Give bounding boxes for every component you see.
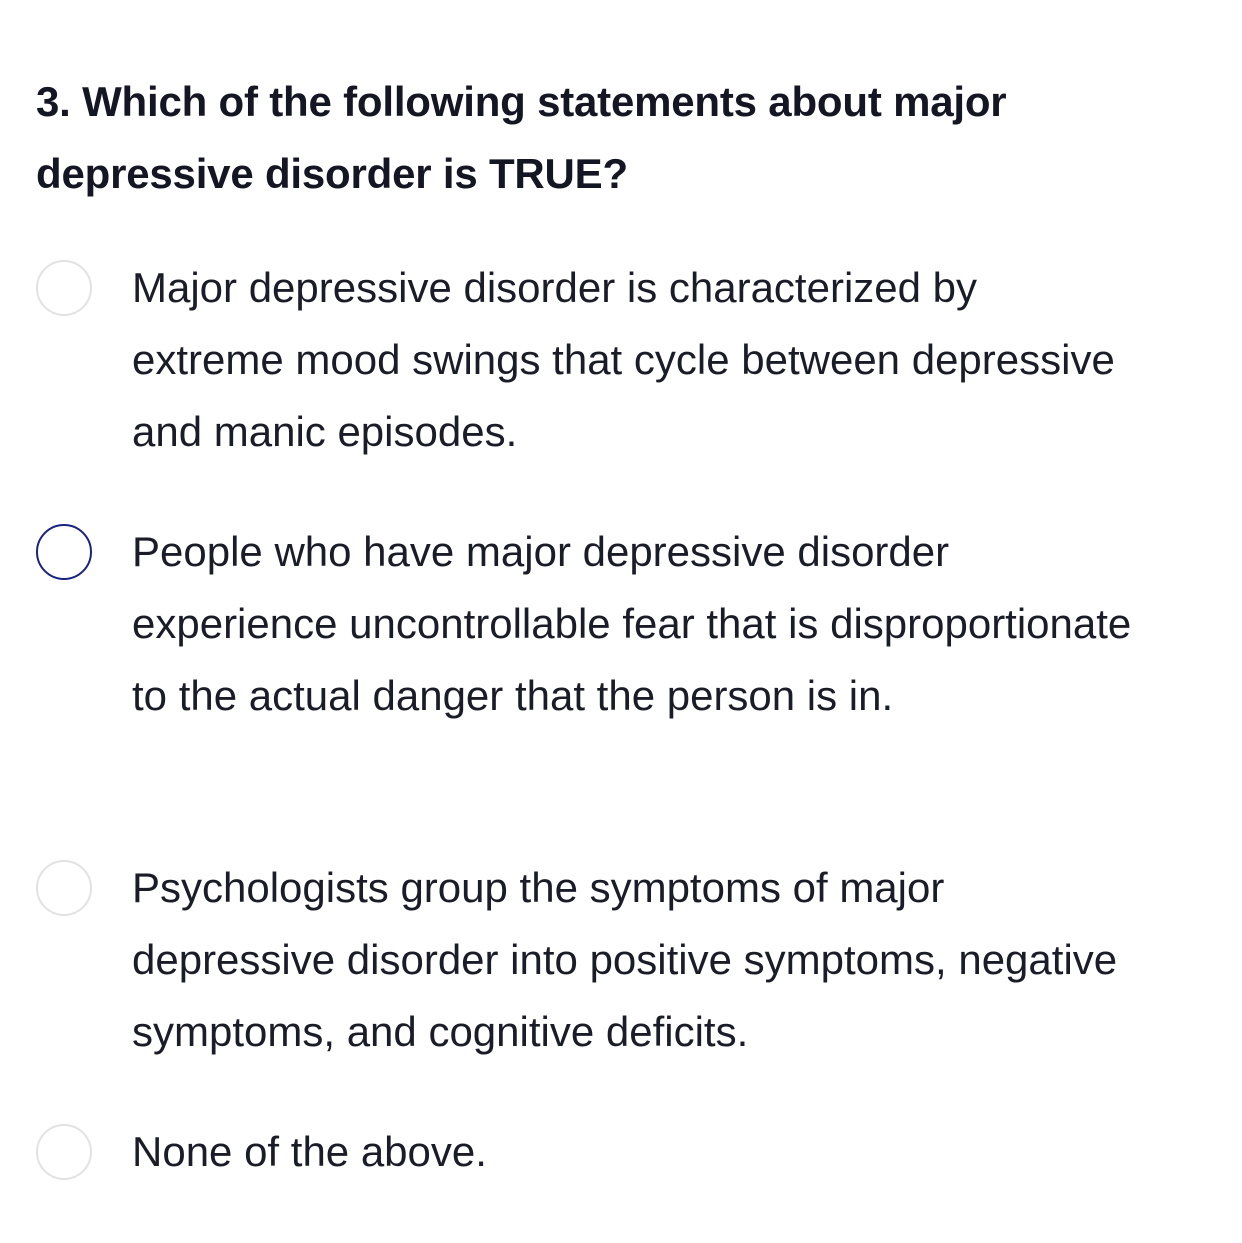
option-a-radio[interactable] bbox=[36, 260, 92, 316]
option-d-radio[interactable] bbox=[36, 1124, 92, 1180]
question-title: 3. Which of the following statements about major depressive disorder is TRUE? bbox=[36, 78, 1007, 197]
option-c-radio[interactable] bbox=[36, 860, 92, 916]
option-d-text: None of the above. bbox=[132, 1128, 487, 1175]
option-c-text: Psychologists group the symptoms of major depressive disorder into positive symptoms, negative symptoms, and cognitive deficits. bbox=[132, 864, 1118, 1055]
option-b-radio[interactable] bbox=[36, 524, 92, 580]
option-b-text: People who have major depressive disorder experience uncontrollable fear that is disproportionate to the actual danger that the person is in. bbox=[132, 528, 1132, 719]
option-a-text: Major depressive disorder is characterized by extreme mood swings that cycle between depressive and manic episodes. bbox=[132, 264, 1115, 455]
